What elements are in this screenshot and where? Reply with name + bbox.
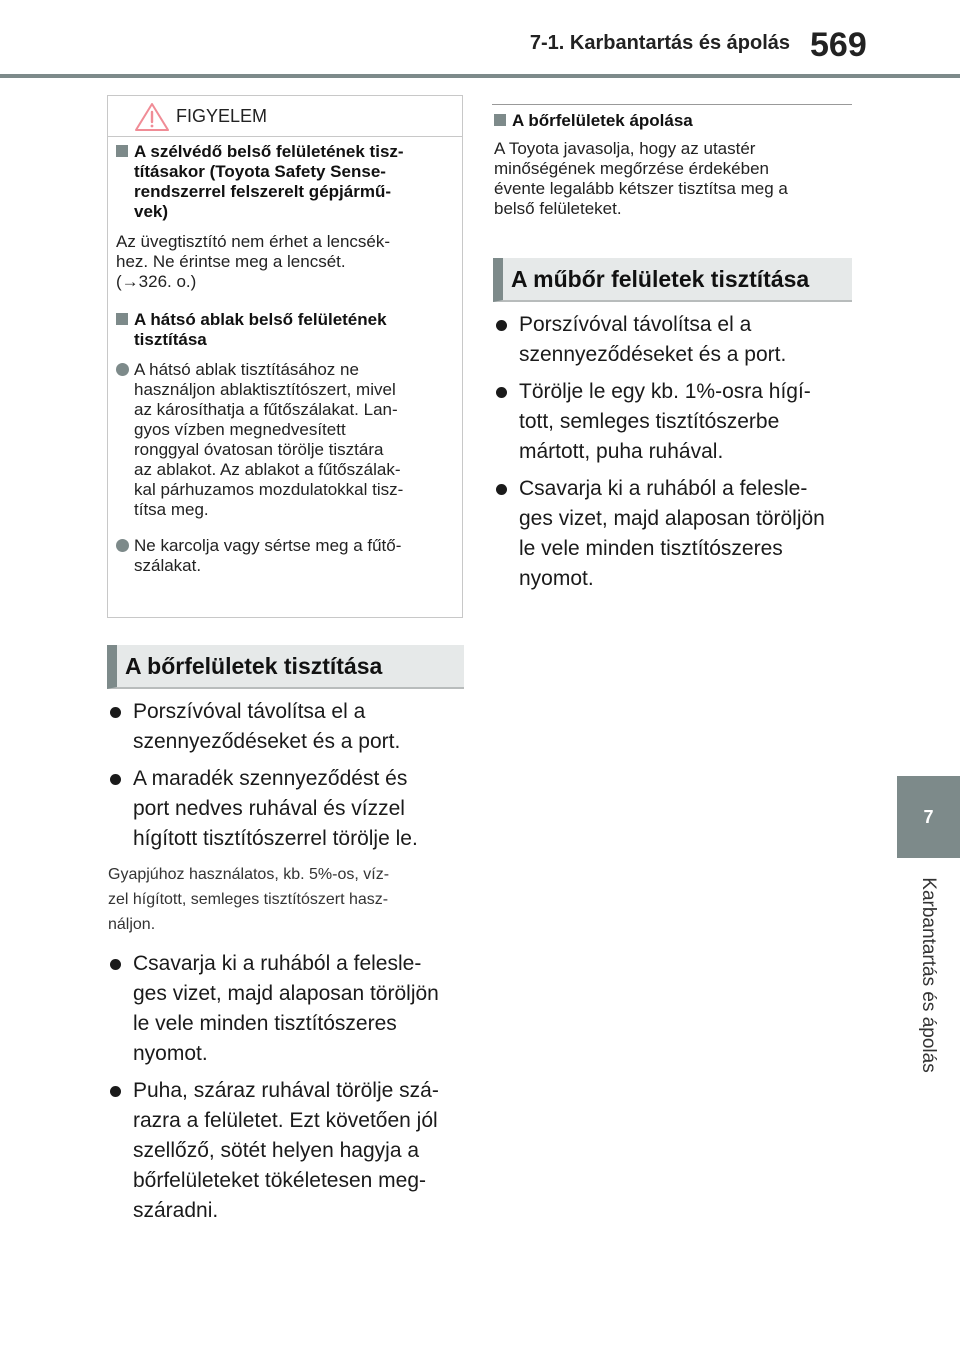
subheading-leather-care: A bőrfelületek ápolása: [494, 111, 854, 131]
bullet-icon: [496, 387, 507, 398]
list-item: A hátsó ablak tisztításához ne használjon ablaktisztítószert, mivel az károsíthatja a fűtőszálakat. Lan- gyos vízben megnedvesített ronggyal óvatosan törölje tisztára az ablakot. Az ablakot a fűtőszálak- kal párhuzamos mozdulatokkal tisz- títsa meg.: [116, 360, 454, 520]
caution-heading-windshield: A szélvédő belső felületének tisz- tításakor (Toyota Safety Sense- rendszerrel felszerelt gépjármű- vek): [116, 142, 454, 222]
bullet-icon: [496, 484, 507, 495]
synthetic-list: [494, 310, 854, 601]
list-item: Csavarja ki a ruhából a felesle- ges vizet, majd alaposan töröljön le vele minden tisztítószeres nyomot.: [108, 949, 468, 1069]
leather-list: [108, 697, 468, 1233]
bullet-icon: [110, 774, 121, 785]
leather-care-text: A Toyota javasolja, hogy az utastér minőségének megőrzése érdekében évente legalább kétszer tisztítsa meg a belső felületeket.: [494, 139, 788, 218]
list-item: Porszívóval távolítsa el a szennyeződéseket és a port.: [108, 697, 468, 757]
round-bullet-icon: [116, 363, 129, 376]
square-bullet-icon: [116, 145, 128, 157]
bullet-icon: [110, 959, 121, 970]
page-number: 569: [810, 26, 867, 64]
list-item: Porszívóval távolítsa el a szennyeződéseket és a port.: [494, 310, 854, 370]
caution-header: [108, 96, 462, 137]
caution-label: FIGYELEM: [176, 106, 268, 126]
list-item: Törölje le egy kb. 1%-osra hígí- tott, semleges tisztítószerbe mártott, puha ruhával.: [494, 377, 854, 467]
round-bullet-icon: [116, 539, 129, 552]
list-item: Puha, száraz ruhával törölje szá- razra a felületet. Ezt követően jól szellőző, sötét helyen hagyja a bőrfelületeket tökéletesen meg- száradni.: [108, 1076, 468, 1226]
caution-body: [116, 142, 454, 592]
bullet-icon: [110, 707, 121, 718]
divider: [492, 104, 852, 105]
section-title: 7-1. Karbantartás és ápolás: [529, 32, 790, 54]
list-item: Csavarja ki a ruhából a felesle- ges vizet, majd alaposan töröljön le vele minden tisztítószeres nyomot.: [494, 474, 854, 594]
leather-note: Gyapjúhoz használatos, kb. 5%-os, víz- zel hígított, semleges tisztítószert hasz- náljon.: [108, 866, 390, 933]
chapter-label: Karbantartás és ápolás: [918, 877, 939, 1073]
square-bullet-icon: [494, 114, 506, 126]
bullet-icon: [110, 1086, 121, 1097]
caution-box: [107, 95, 463, 618]
section-heading-synthetic: A műbőr felületek tisztítása: [493, 258, 852, 302]
caution-text-windshield: Az üvegtisztító nem érhet a lencsék- hez. Ne érintse meg a lencsét. (→326. o.): [116, 232, 391, 291]
bullet-icon: [496, 320, 507, 331]
square-bullet-icon: [116, 313, 128, 325]
chapter-tab[interactable]: [897, 776, 960, 858]
caution-heading-rear-window: A hátsó ablak belső felületének tisztítása: [116, 310, 454, 350]
list-item: Ne karcolja vagy sértse meg a fűtő- szálakat.: [116, 536, 454, 576]
warning-triangle-icon: [134, 102, 170, 132]
leather-care-block: [494, 111, 854, 219]
header-rule: [0, 74, 960, 78]
section-heading-leather: A bőrfelületek tisztítása: [107, 645, 464, 689]
list-item: A maradék szennyeződést és port nedves ruhával és vízzel hígított tisztítószerrel törölje le.: [108, 764, 468, 854]
chapter-number: 7: [923, 806, 934, 827]
